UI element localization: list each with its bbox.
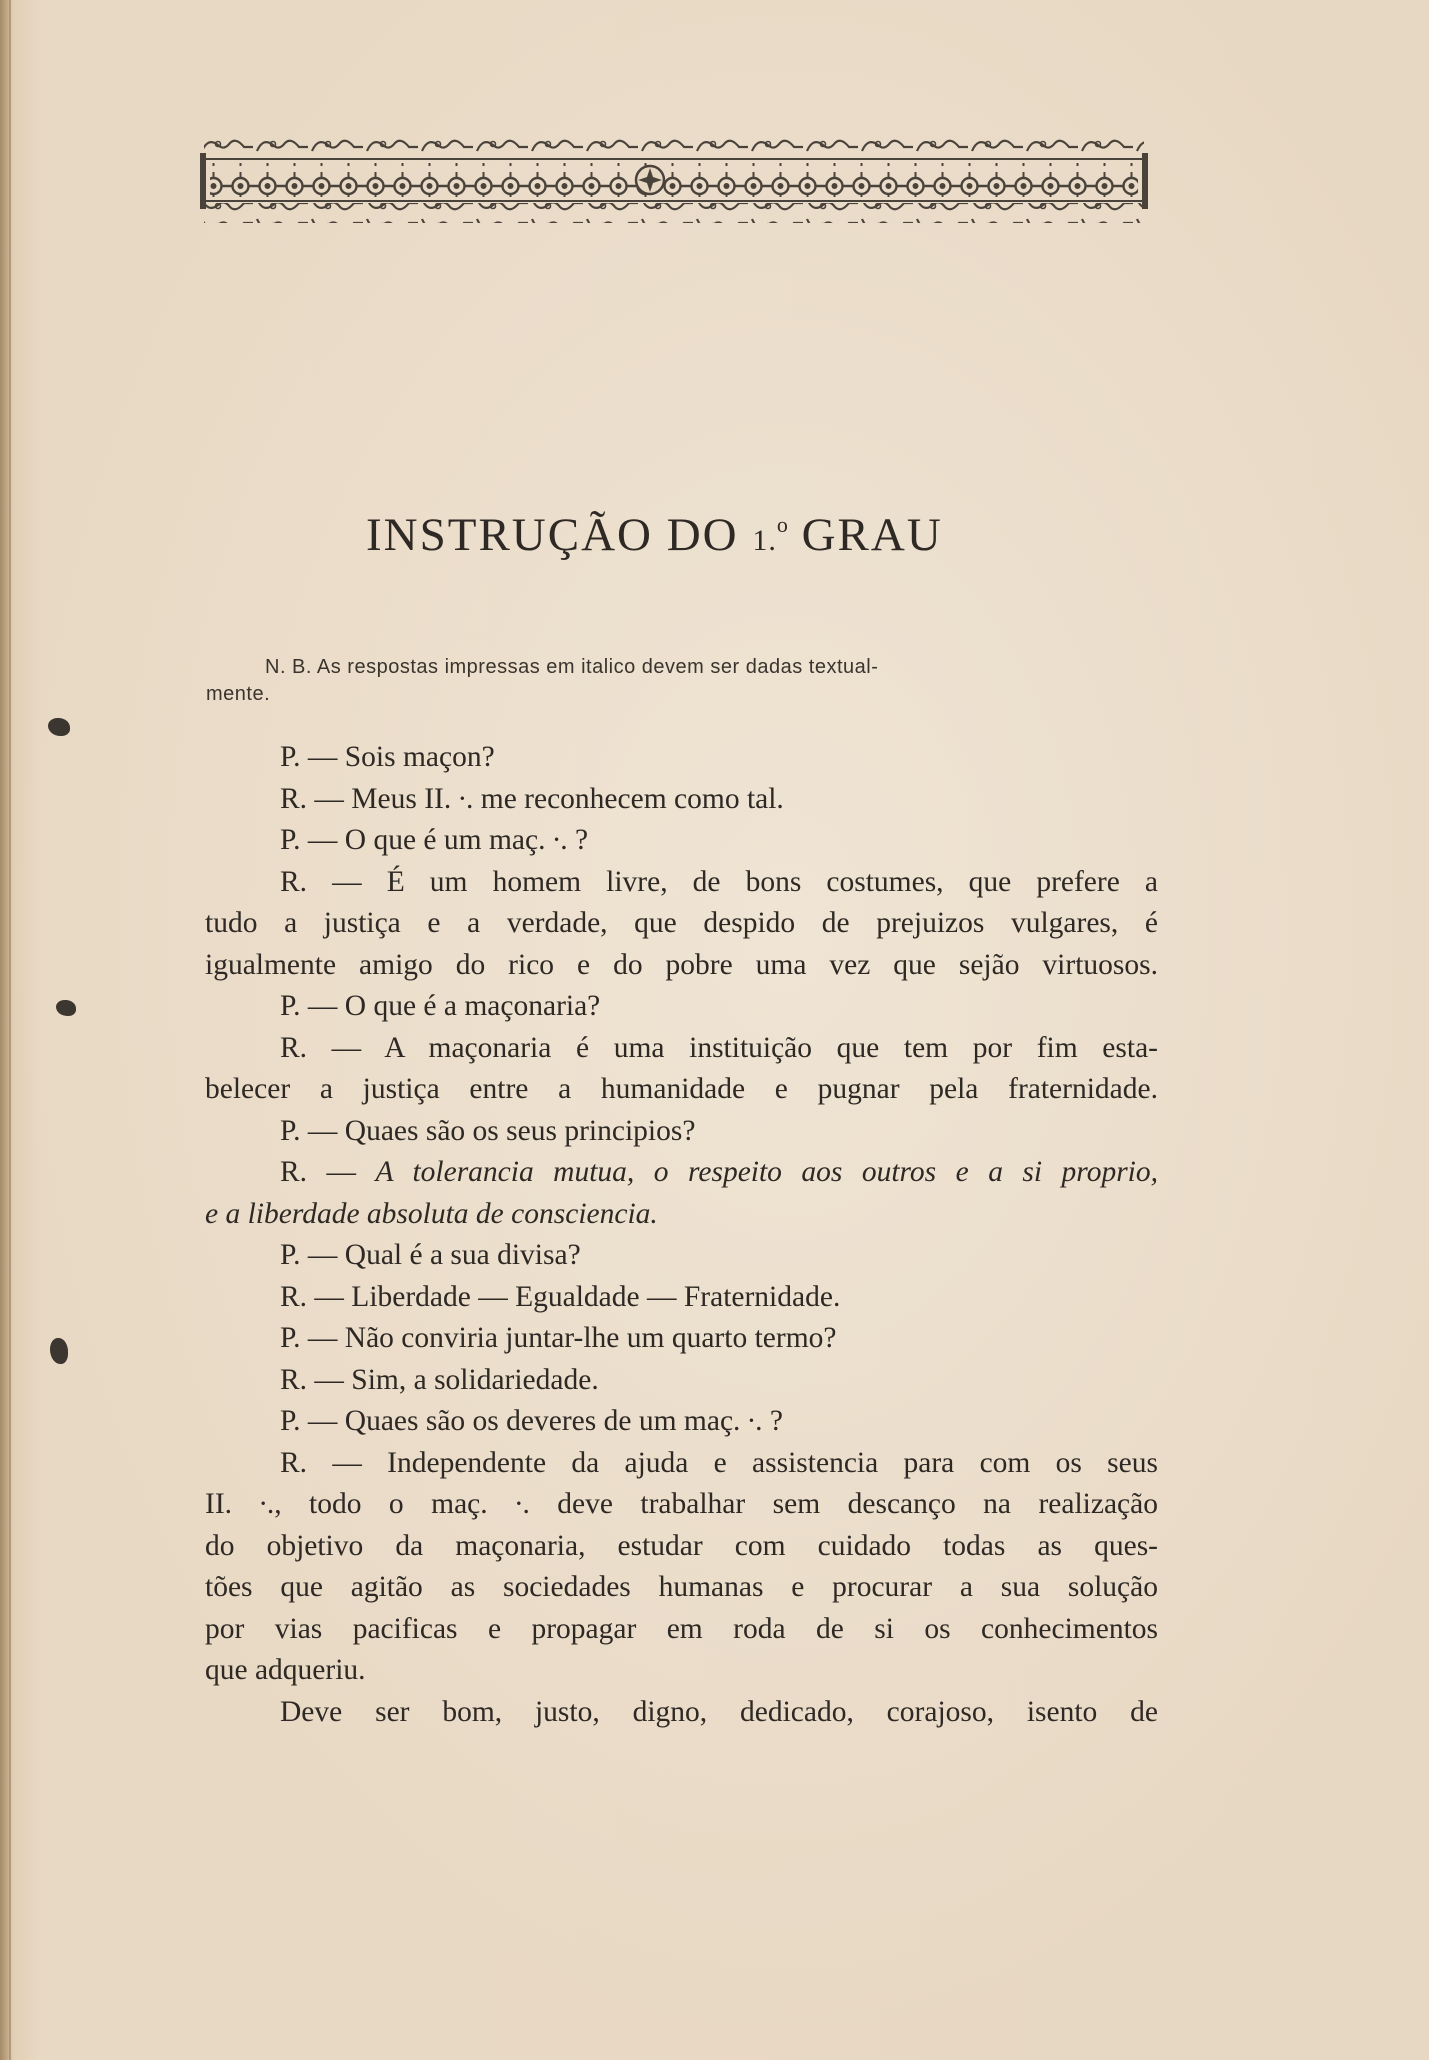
text-line-1: P. — Sois maçon? [280,741,495,773]
text-line-24: Deve ser bom, justo, digno, dedicado, corajoso, isento de [280,1695,1158,1728]
text-line-7: P. — O que é a maçonaria? [280,990,601,1022]
text-line-11 [205,1152,1158,1194]
text-line-10: P. — Quaes são os seus principios? [280,1114,696,1147]
decorative-header-ornament [200,135,1148,227]
text-line-22: por vias pacificas e propagar em roda de si os conhecimentos [205,1612,1158,1645]
text-line-18: R. — Independente da ajuda e assistencia para com os seus [280,1446,1158,1479]
catechism-text [205,737,1158,1733]
title-superscript: o [776,512,788,537]
text-line-5: tudo a justiça e a verdade, que despido de prejuizos vulgares, é [205,907,1158,939]
text-line-20: do objetivo da maçonaria, estudar com cuidado todas as ques- [205,1529,1158,1562]
text-line-16: R. — Sim, a solidariedade. [280,1363,599,1396]
text-line-9: belecer a justiça entre a humanidade e pugnar pela fraternidade. [205,1073,1158,1105]
binding-hole-2 [56,1000,76,1016]
text-line-6: igualmente amigo do rico e do pobre uma vez que sejão virtuosos. [205,948,1158,981]
italic-answer: A tolerancia mutua, o respeito aos outros e a si proprio, [375,1156,1158,1188]
binding-hole-3 [50,1338,68,1364]
text-line-8: R. — A maçonaria é uma instituição que tem por fim esta- [280,1031,1158,1064]
binding-line [9,0,11,2060]
text-line-4: R. — É um homem livre, de bons costumes, que prefere a [280,865,1158,898]
title-number: 1. [752,524,777,557]
page-title [366,508,1066,562]
note-paragraph [206,654,1156,708]
binding-hole-1 [48,718,70,736]
text-line-17: P. — Quaes são os deveres de um maç. ∙. ? [280,1405,784,1437]
answer-prefix: R. — [280,1156,376,1188]
text-line-15: P. — Não conviria juntar-lhe um quarto termo? [280,1322,837,1354]
text-line-13: P. — Qual é a sua divisa? [280,1239,581,1271]
title-main: INSTRUÇÃO DO [366,509,739,561]
note-line-1: N. B. As respostas impressas em italico devem ser dadas textual- [265,656,879,678]
text-line-14: R. — Liberdade — Egualdade — Fraternidade. [280,1280,841,1313]
text-line-19: II. ∙., todo o maç. ∙. deve trabalhar sem descanço na realização [205,1488,1158,1520]
text-line-2: R. — Meus II. ∙. me reconhecem como tal. [280,782,784,815]
title-end: GRAU [801,509,943,561]
text-line-12: e a liberdade absoluta de consciencia. [205,1197,658,1230]
note-line-2: mente. [206,683,271,705]
text-line-23: que adqueriu. [205,1654,366,1686]
text-line-3: P. — O que é um maç. ∙. ? [280,824,589,856]
text-line-21: tões que agitão as sociedades humanas e procurar a sua solução [205,1571,1158,1603]
